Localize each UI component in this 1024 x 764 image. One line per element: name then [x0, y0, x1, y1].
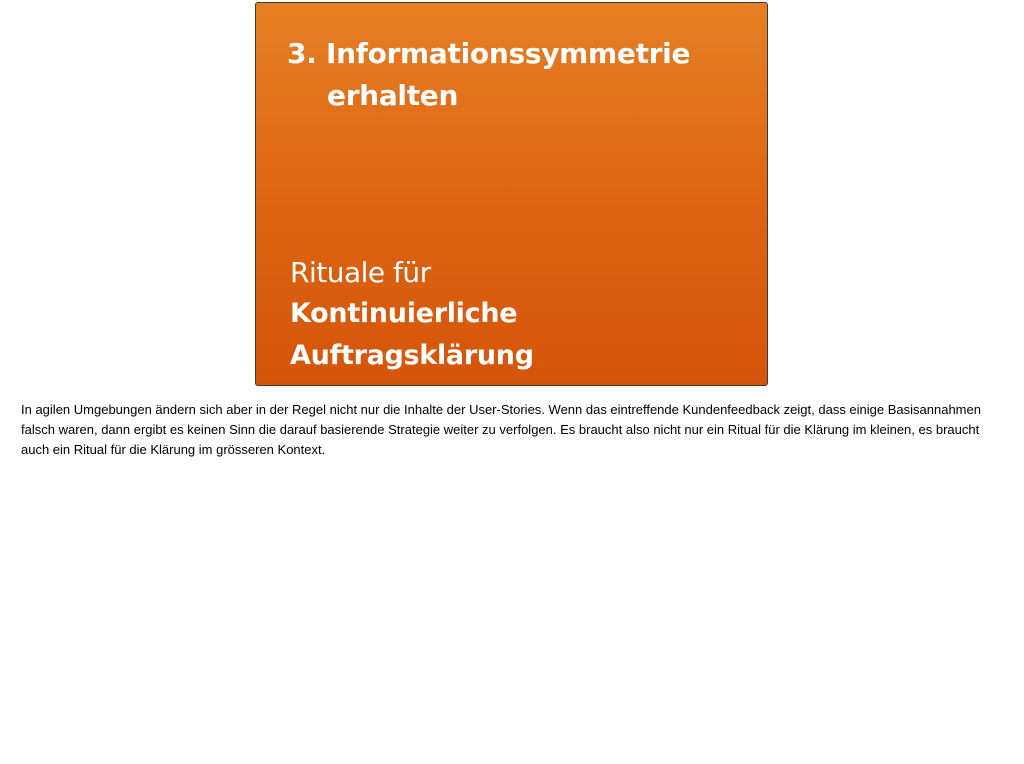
slide-subtitle	[290, 253, 750, 377]
speaker-notes: In agilen Umgebungen ändern sich aber in der Regel nicht nur die Inhalte der User-Stories. Wenn das eintreffende Kundenfeedback zeigt, dass einige Basisannahmen falsch waren, dann ergibt es keinen Sinn die darauf basierende Strategie weiter zu verfolgen. Es braucht also nicht nur ein Ritual für die Klärung im kleinen, es braucht auch ein Ritual für die Klärung im grösseren Kontext.	[21, 402, 981, 457]
slide-thumbnail	[255, 2, 768, 386]
slide-title	[287, 33, 757, 117]
slide-subtitle-line1: Kontinuierliche	[290, 298, 518, 329]
slide-title-line2: erhalten	[327, 79, 459, 112]
slide-title-line1: 3. Informationssymmetrie	[287, 37, 691, 70]
slide-subtitle-prefix: Rituale für	[290, 256, 431, 289]
slide-subtitle-line2: Auftragsklärung	[290, 340, 534, 371]
